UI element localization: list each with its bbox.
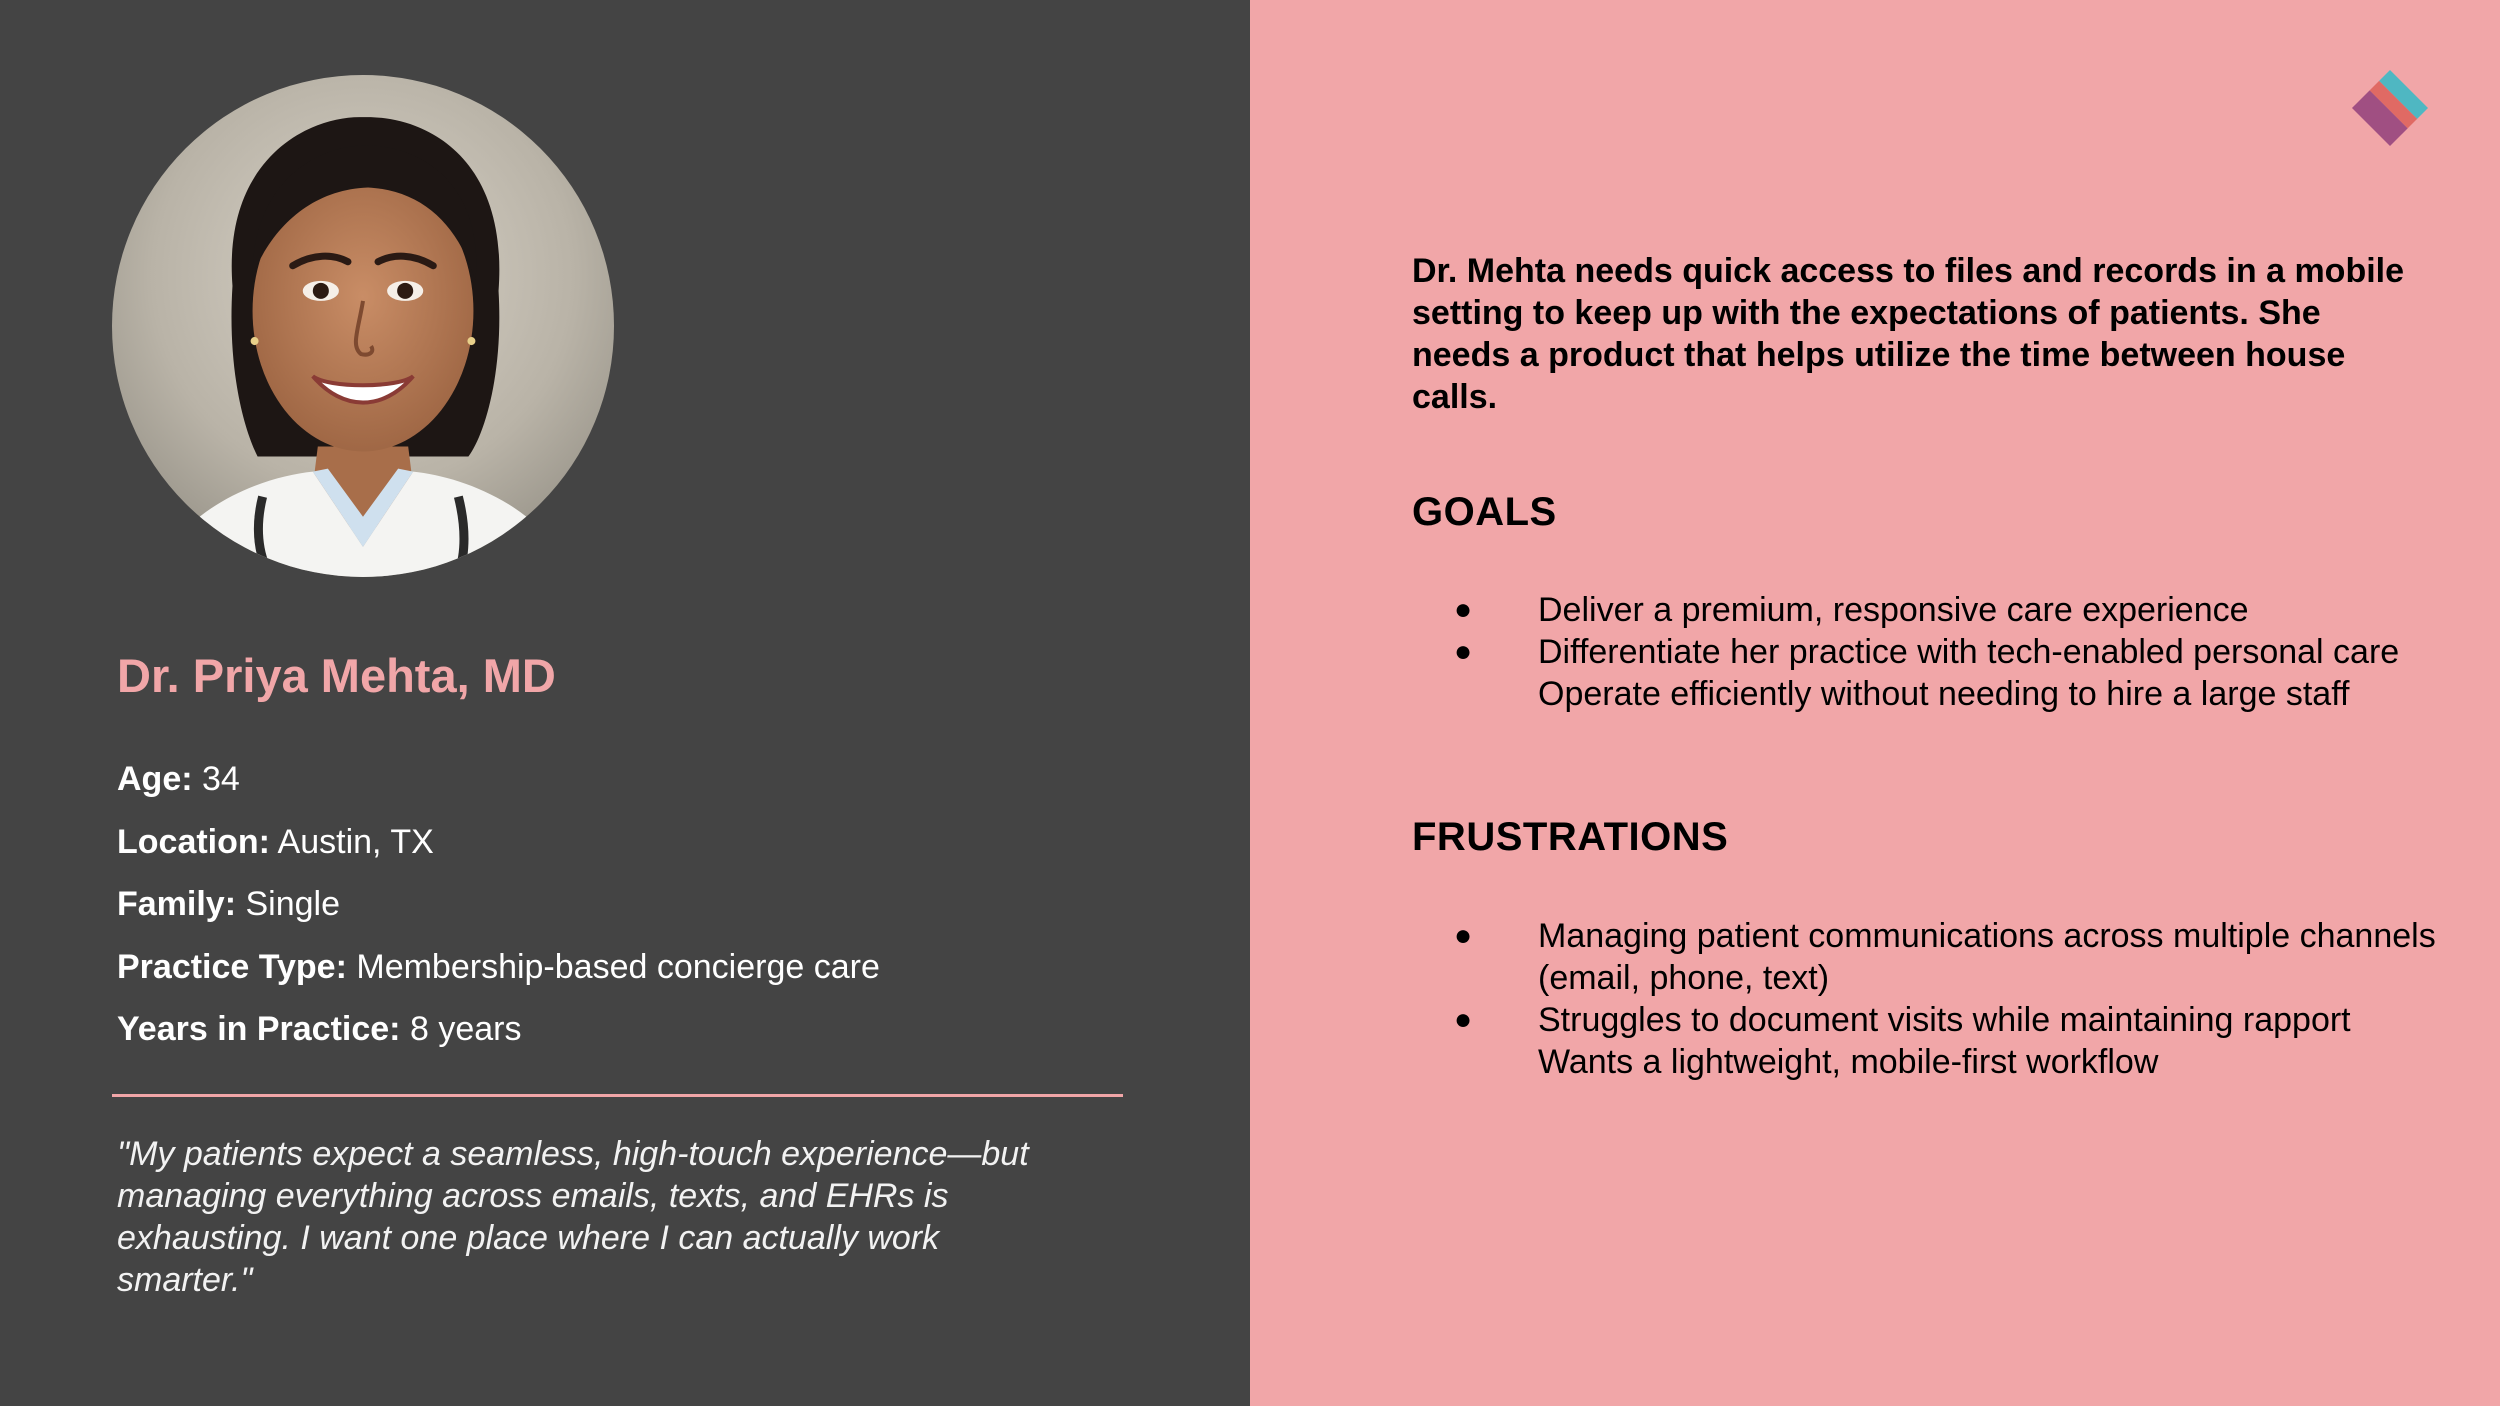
bullet-icon: ● [1454,1003,1473,1036]
list-item-text: Differentiate her practice with tech-enabled personal care [1538,633,2400,671]
goals-heading: GOALS [1412,490,1557,534]
fact-years-in-practice [117,998,880,1061]
fact-age [117,748,880,811]
fact-practice-type [117,936,880,999]
persona-photo-icon [112,75,614,577]
diamond-stripes-logo-icon [2342,60,2438,156]
fact-label: Practice Type: [117,947,347,986]
fact-label: Years in Practice: [117,1010,401,1048]
persona-name: Dr. Priya Mehta, MD [117,649,556,702]
fact-value: Austin, TX [269,822,434,861]
fact-family [117,873,880,936]
bullet-icon: ● [1454,919,1473,952]
list-item-text: Managing patient communications across multiple channels (email, phone, text) [1538,917,2436,997]
list-item [1162,915,2472,999]
fact-value: 34 [192,760,240,798]
fact-value: Single [236,885,341,923]
fact-value: Membership-based concierge care [346,947,880,986]
list-item [1162,1041,2472,1083]
fact-value: 8 years [400,1010,522,1048]
fact-label: Age: [117,760,193,798]
list-item [1162,589,2472,631]
list-item-text: Struggles to document visits while maintaining rapport [1538,1001,2351,1039]
persona-summary: Dr. Mehta needs quick access to files and records in a mobile setting to keep up with the expectations of patients. She needs a product that helps utilize the time between house calls. [1412,252,2405,416]
list-item-text: Wants a lightweight, mobile-first workflow [1538,1043,2159,1081]
list-item [1162,631,2472,673]
divider-line [112,1094,1123,1097]
frustrations-list [1412,915,2472,1083]
persona-quote: "My patients expect a seamless, high-touch experience—but managing everything across emails, texts, and EHRs is exhausting. I want one place where I can actually work smarter." [117,1135,1029,1299]
fact-location [117,811,880,874]
fact-label: Location: [117,822,270,861]
goals-list [1412,589,2472,715]
bullet-icon: ● [1454,635,1473,668]
fact-label: Family: [117,885,237,923]
persona-facts [117,748,880,1061]
list-item [1162,999,2472,1041]
list-item [1162,673,2472,715]
frustrations-heading: FRUSTRATIONS [1412,815,1729,859]
persona-details-panel [1250,0,2500,1406]
persona-avatar [112,75,614,577]
bullet-icon: ● [1454,593,1473,626]
list-item-text: Deliver a premium, responsive care experience [1538,591,2249,629]
list-item-text: Operate efficiently without needing to hire a large staff [1538,675,2350,713]
